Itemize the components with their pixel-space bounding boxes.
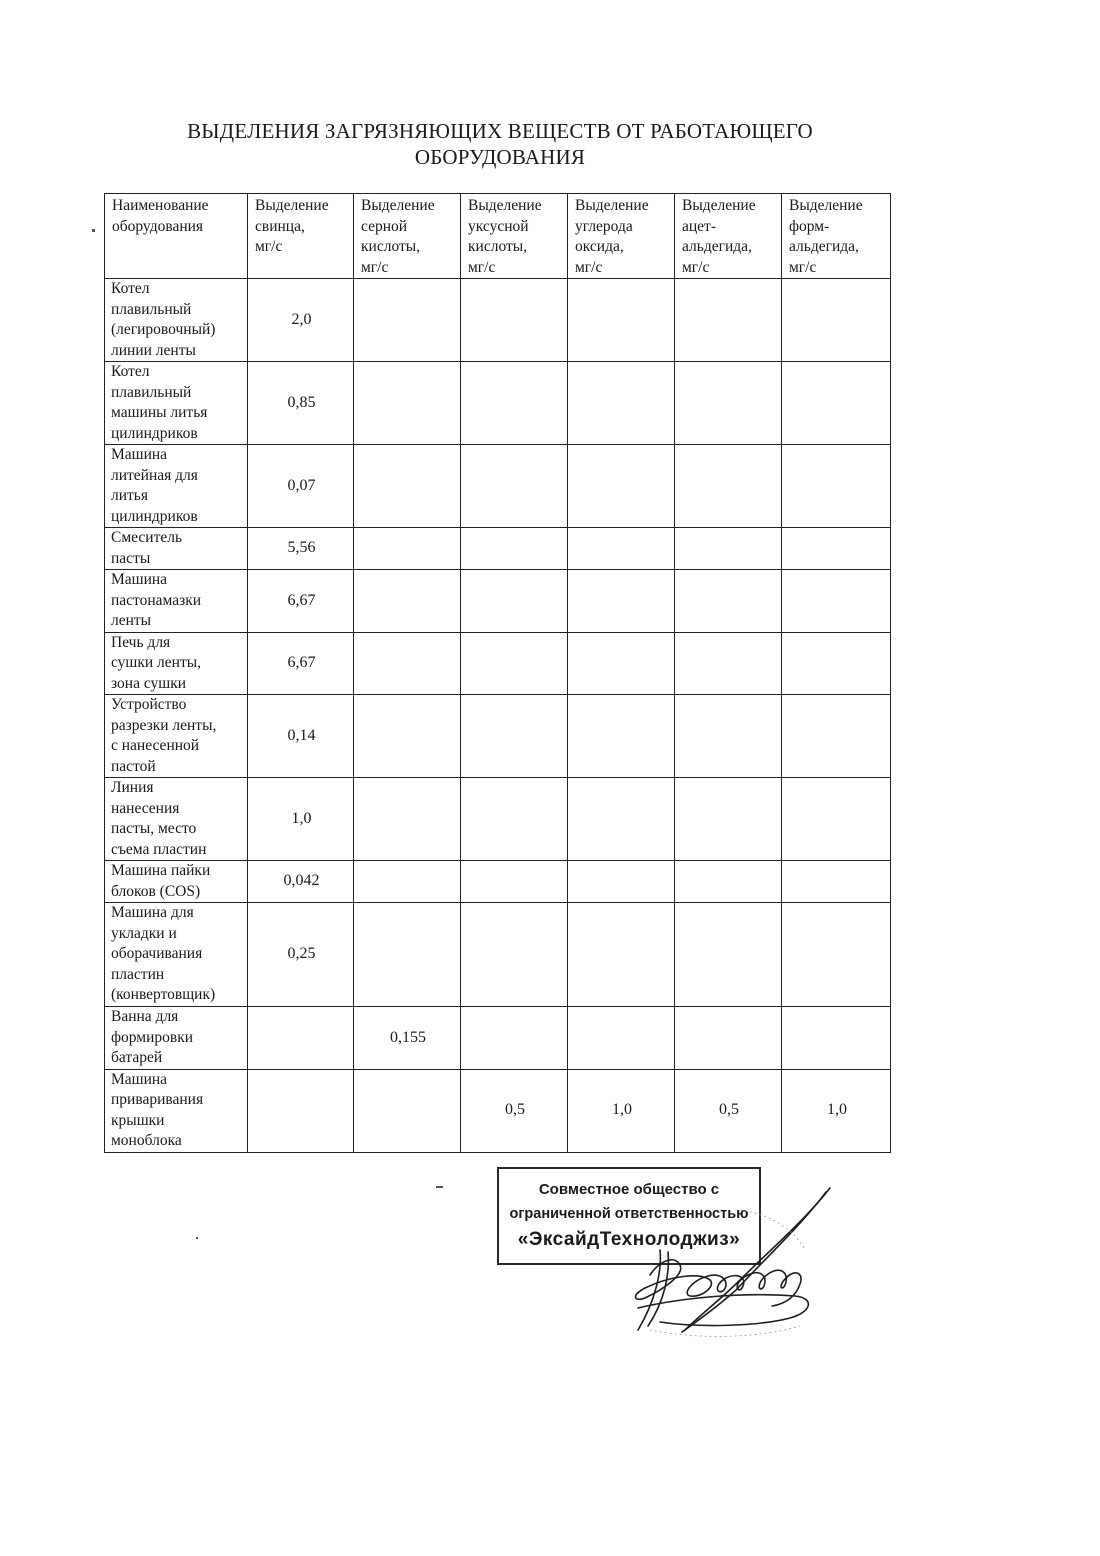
column-header-0	[105, 194, 248, 279]
table-row	[105, 279, 891, 362]
emission-value-cell	[461, 778, 568, 861]
equipment-name-cell	[105, 1069, 248, 1152]
title-line-1: ВЫДЕЛЕНИЯ ЗАГРЯЗНЯЮЩИХ ВЕЩЕСТВ ОТ РАБОТАЮЩЕГО	[187, 119, 813, 143]
table-row	[105, 861, 891, 903]
column-header-line: уксусной	[468, 217, 529, 235]
emission-value-cell: 0,07	[248, 445, 354, 528]
column-header-4	[568, 194, 675, 279]
emission-value-cell	[568, 903, 675, 1007]
stamp-line-1: Совместное общество с	[538, 1181, 720, 1198]
column-header-line: Выделение	[682, 197, 756, 214]
table-row	[105, 1069, 891, 1152]
emission-value-cell	[568, 778, 675, 861]
emission-value-cell	[461, 362, 568, 445]
emission-value-cell	[354, 279, 461, 362]
emission-value-cell	[461, 695, 568, 778]
equipment-name-line: формировки	[111, 1028, 194, 1046]
equipment-name-line: линии ленты	[111, 341, 196, 359]
column-header-line: кислоты,	[468, 238, 528, 255]
emission-value-cell	[675, 903, 782, 1007]
table-row	[105, 528, 891, 570]
column-header-1	[248, 194, 354, 279]
stamp-line-2: ограниченной ответственностью	[509, 1206, 749, 1222]
speck	[196, 1237, 198, 1239]
equipment-name-line: съема пластин	[111, 840, 207, 858]
emission-value-cell: 6,67	[248, 632, 354, 695]
emission-value-cell	[568, 861, 675, 903]
equipment-name-line: разрезки ленты,	[111, 716, 217, 734]
emission-value-cell	[675, 279, 782, 362]
emission-value-cell	[782, 570, 891, 633]
emission-value-cell	[354, 778, 461, 861]
equipment-name-line: Машина	[111, 446, 168, 463]
emission-value-cell	[675, 362, 782, 445]
column-header-line: форм-	[789, 217, 830, 235]
emission-value-cell	[568, 528, 675, 570]
equipment-name-line: крышки	[111, 1111, 165, 1129]
speck	[436, 1186, 443, 1188]
title-line-2: ОБОРУДОВАНИЯ	[414, 145, 586, 169]
equipment-name-line: оборачивания	[111, 945, 203, 963]
emission-value-cell	[461, 279, 568, 362]
emission-value-cell	[568, 1007, 675, 1070]
column-header-line: углерода	[575, 217, 633, 235]
equipment-name-line: пастонамазки	[111, 591, 202, 609]
equipment-name-line: Машина пайки	[111, 862, 211, 879]
equipment-name-line: батарей	[111, 1049, 163, 1066]
equipment-name-cell	[105, 362, 248, 445]
equipment-name-line: (легировочный)	[111, 321, 216, 338]
emission-value-cell: 0,042	[248, 861, 354, 903]
column-header-line: кислоты,	[361, 238, 421, 255]
column-header-2	[354, 194, 461, 279]
equipment-name-line: укладки и	[111, 924, 177, 942]
emission-value-cell: 0,155	[354, 1007, 461, 1070]
equipment-name-line: блоков (COS)	[111, 882, 201, 900]
emission-value-cell	[461, 445, 568, 528]
column-header-line: Выделение	[789, 197, 863, 214]
emissions-table	[104, 193, 891, 1153]
equipment-name-line: Котел	[111, 280, 150, 297]
emission-value-cell	[782, 445, 891, 528]
equipment-name-line: Печь для	[111, 633, 171, 651]
equipment-name-line: пластин	[111, 965, 165, 983]
column-header-line: альдегида,	[789, 238, 859, 255]
emission-value-cell	[675, 570, 782, 633]
equipment-name-line: Котел	[111, 363, 150, 380]
emission-value-cell: 5,56	[248, 528, 354, 570]
emission-value-cell	[354, 861, 461, 903]
emission-value-cell: 0,14	[248, 695, 354, 778]
emission-value-cell: 2,0	[248, 279, 354, 362]
equipment-name-line: приваривания	[111, 1091, 204, 1108]
equipment-name-cell	[105, 861, 248, 903]
emission-value-cell	[675, 445, 782, 528]
equipment-name-line: Устройство	[111, 696, 187, 713]
emission-value-cell: 1,0	[248, 778, 354, 861]
equipment-name-cell	[105, 903, 248, 1007]
equipment-name-line: пасты, место	[111, 820, 197, 837]
emission-value-cell	[568, 445, 675, 528]
emission-value-cell	[782, 279, 891, 362]
emission-value-cell	[675, 778, 782, 861]
equipment-name-cell	[105, 778, 248, 861]
table-row	[105, 695, 891, 778]
emission-value-cell	[248, 1007, 354, 1070]
table-header	[105, 194, 891, 279]
equipment-name-line: ленты	[111, 612, 152, 629]
table-row	[105, 362, 891, 445]
emission-value-cell	[675, 695, 782, 778]
column-header-line: мг/с	[682, 258, 710, 276]
column-header-line: ацет-	[682, 217, 716, 235]
equipment-name-line: Машина	[111, 1070, 168, 1088]
equipment-name-line: литья	[111, 487, 149, 504]
emission-value-cell	[782, 903, 891, 1007]
equipment-name-cell	[105, 632, 248, 695]
equipment-name-line: с нанесенной	[111, 737, 200, 754]
emission-value-cell: 1,0	[568, 1069, 675, 1152]
equipment-name-line: плавильный	[111, 383, 192, 401]
column-header-3	[461, 194, 568, 279]
column-header-line: Выделение	[468, 197, 542, 214]
signature	[590, 1180, 840, 1340]
emission-value-cell	[568, 279, 675, 362]
table-row	[105, 903, 891, 1007]
equipment-name-line: машины литья	[111, 404, 208, 421]
equipment-name-line: Машина для	[111, 904, 194, 922]
emission-value-cell	[782, 632, 891, 695]
emission-value-cell	[675, 632, 782, 695]
equipment-name-cell	[105, 528, 248, 570]
emission-value-cell: 0,85	[248, 362, 354, 445]
emission-value-cell	[568, 570, 675, 633]
emission-value-cell	[461, 903, 568, 1007]
emission-value-cell: 0,25	[248, 903, 354, 1007]
emission-value-cell: 0,5	[461, 1069, 568, 1152]
column-header-line: альдегида,	[682, 238, 752, 255]
equipment-name-line: Машина	[111, 571, 168, 588]
equipment-name-line: цилиндриков	[111, 507, 198, 525]
emission-value-cell	[461, 1007, 568, 1070]
equipment-name-cell	[105, 1007, 248, 1070]
emission-value-cell	[782, 528, 891, 570]
emission-value-cell	[568, 695, 675, 778]
emission-value-cell: 1,0	[782, 1069, 891, 1152]
speck	[92, 229, 95, 232]
table-row	[105, 445, 891, 528]
column-header-line: Наименование	[112, 197, 209, 214]
emission-value-cell	[461, 632, 568, 695]
column-header-line: мг/с	[361, 258, 389, 276]
column-header-6	[782, 194, 891, 279]
column-header-line: свинца,	[255, 217, 305, 235]
equipment-name-line: сушки ленты,	[111, 654, 202, 671]
equipment-name-cell	[105, 695, 248, 778]
emission-value-cell	[675, 528, 782, 570]
emission-value-cell	[568, 362, 675, 445]
equipment-name-line: (конвертовщик)	[111, 986, 216, 1004]
equipment-name-line: цилиндриков	[111, 424, 198, 442]
emission-value-cell	[354, 445, 461, 528]
emission-value-cell	[354, 695, 461, 778]
emission-value-cell	[675, 1007, 782, 1070]
table-row	[105, 570, 891, 633]
emission-value-cell	[354, 632, 461, 695]
column-header-5	[675, 194, 782, 279]
column-header-line: мг/с	[789, 258, 817, 276]
emission-value-cell	[354, 362, 461, 445]
emission-value-cell	[782, 1007, 891, 1070]
stamp-line-3: «ЭксайдТехнолоджиз»	[517, 1229, 741, 1250]
emission-value-cell	[354, 903, 461, 1007]
emission-value-cell	[354, 1069, 461, 1152]
emission-value-cell	[782, 695, 891, 778]
emission-value-cell: 0,5	[675, 1069, 782, 1152]
emission-value-cell: 6,67	[248, 570, 354, 633]
column-header-line: Выделение	[255, 197, 329, 214]
emission-value-cell	[782, 362, 891, 445]
equipment-name-line: Ванна для	[111, 1008, 179, 1025]
equipment-name-line: Смеситель	[111, 529, 183, 546]
column-header-line: мг/с	[575, 258, 603, 276]
column-header-line: Выделение	[361, 197, 435, 214]
equipment-name-cell	[105, 570, 248, 633]
emission-value-cell	[248, 1069, 354, 1152]
emission-value-cell	[782, 778, 891, 861]
table-row	[105, 632, 891, 695]
column-header-line: мг/с	[468, 258, 496, 276]
column-header-line: оксида,	[575, 238, 624, 255]
emission-value-cell	[354, 528, 461, 570]
emission-value-cell	[782, 861, 891, 903]
column-header-line: серной	[361, 217, 408, 235]
table-row	[105, 1007, 891, 1070]
emission-value-cell	[354, 570, 461, 633]
header-row	[105, 194, 891, 279]
emission-value-cell	[461, 528, 568, 570]
emission-value-cell	[461, 861, 568, 903]
emission-value-cell	[461, 570, 568, 633]
column-header-line: мг/с	[255, 238, 283, 255]
equipment-name-line: плавильный	[111, 300, 192, 318]
emission-value-cell	[568, 632, 675, 695]
equipment-name-line: пасты	[111, 549, 151, 567]
column-header-line: Выделение	[575, 197, 649, 214]
equipment-name-line: пастой	[111, 757, 156, 775]
equipment-name-line: нанесения	[111, 799, 180, 817]
equipment-name-line: литейная для	[111, 466, 198, 484]
document-title	[100, 118, 900, 170]
table-row	[105, 778, 891, 861]
equipment-name-cell	[105, 445, 248, 528]
emission-value-cell	[675, 861, 782, 903]
equipment-name-cell	[105, 279, 248, 362]
equipment-name-line: Линия	[111, 779, 154, 796]
equipment-name-line: зона сушки	[111, 674, 187, 692]
table-body	[105, 279, 891, 1153]
equipment-name-line: моноблока	[111, 1132, 182, 1149]
column-header-line: оборудования	[112, 217, 204, 235]
